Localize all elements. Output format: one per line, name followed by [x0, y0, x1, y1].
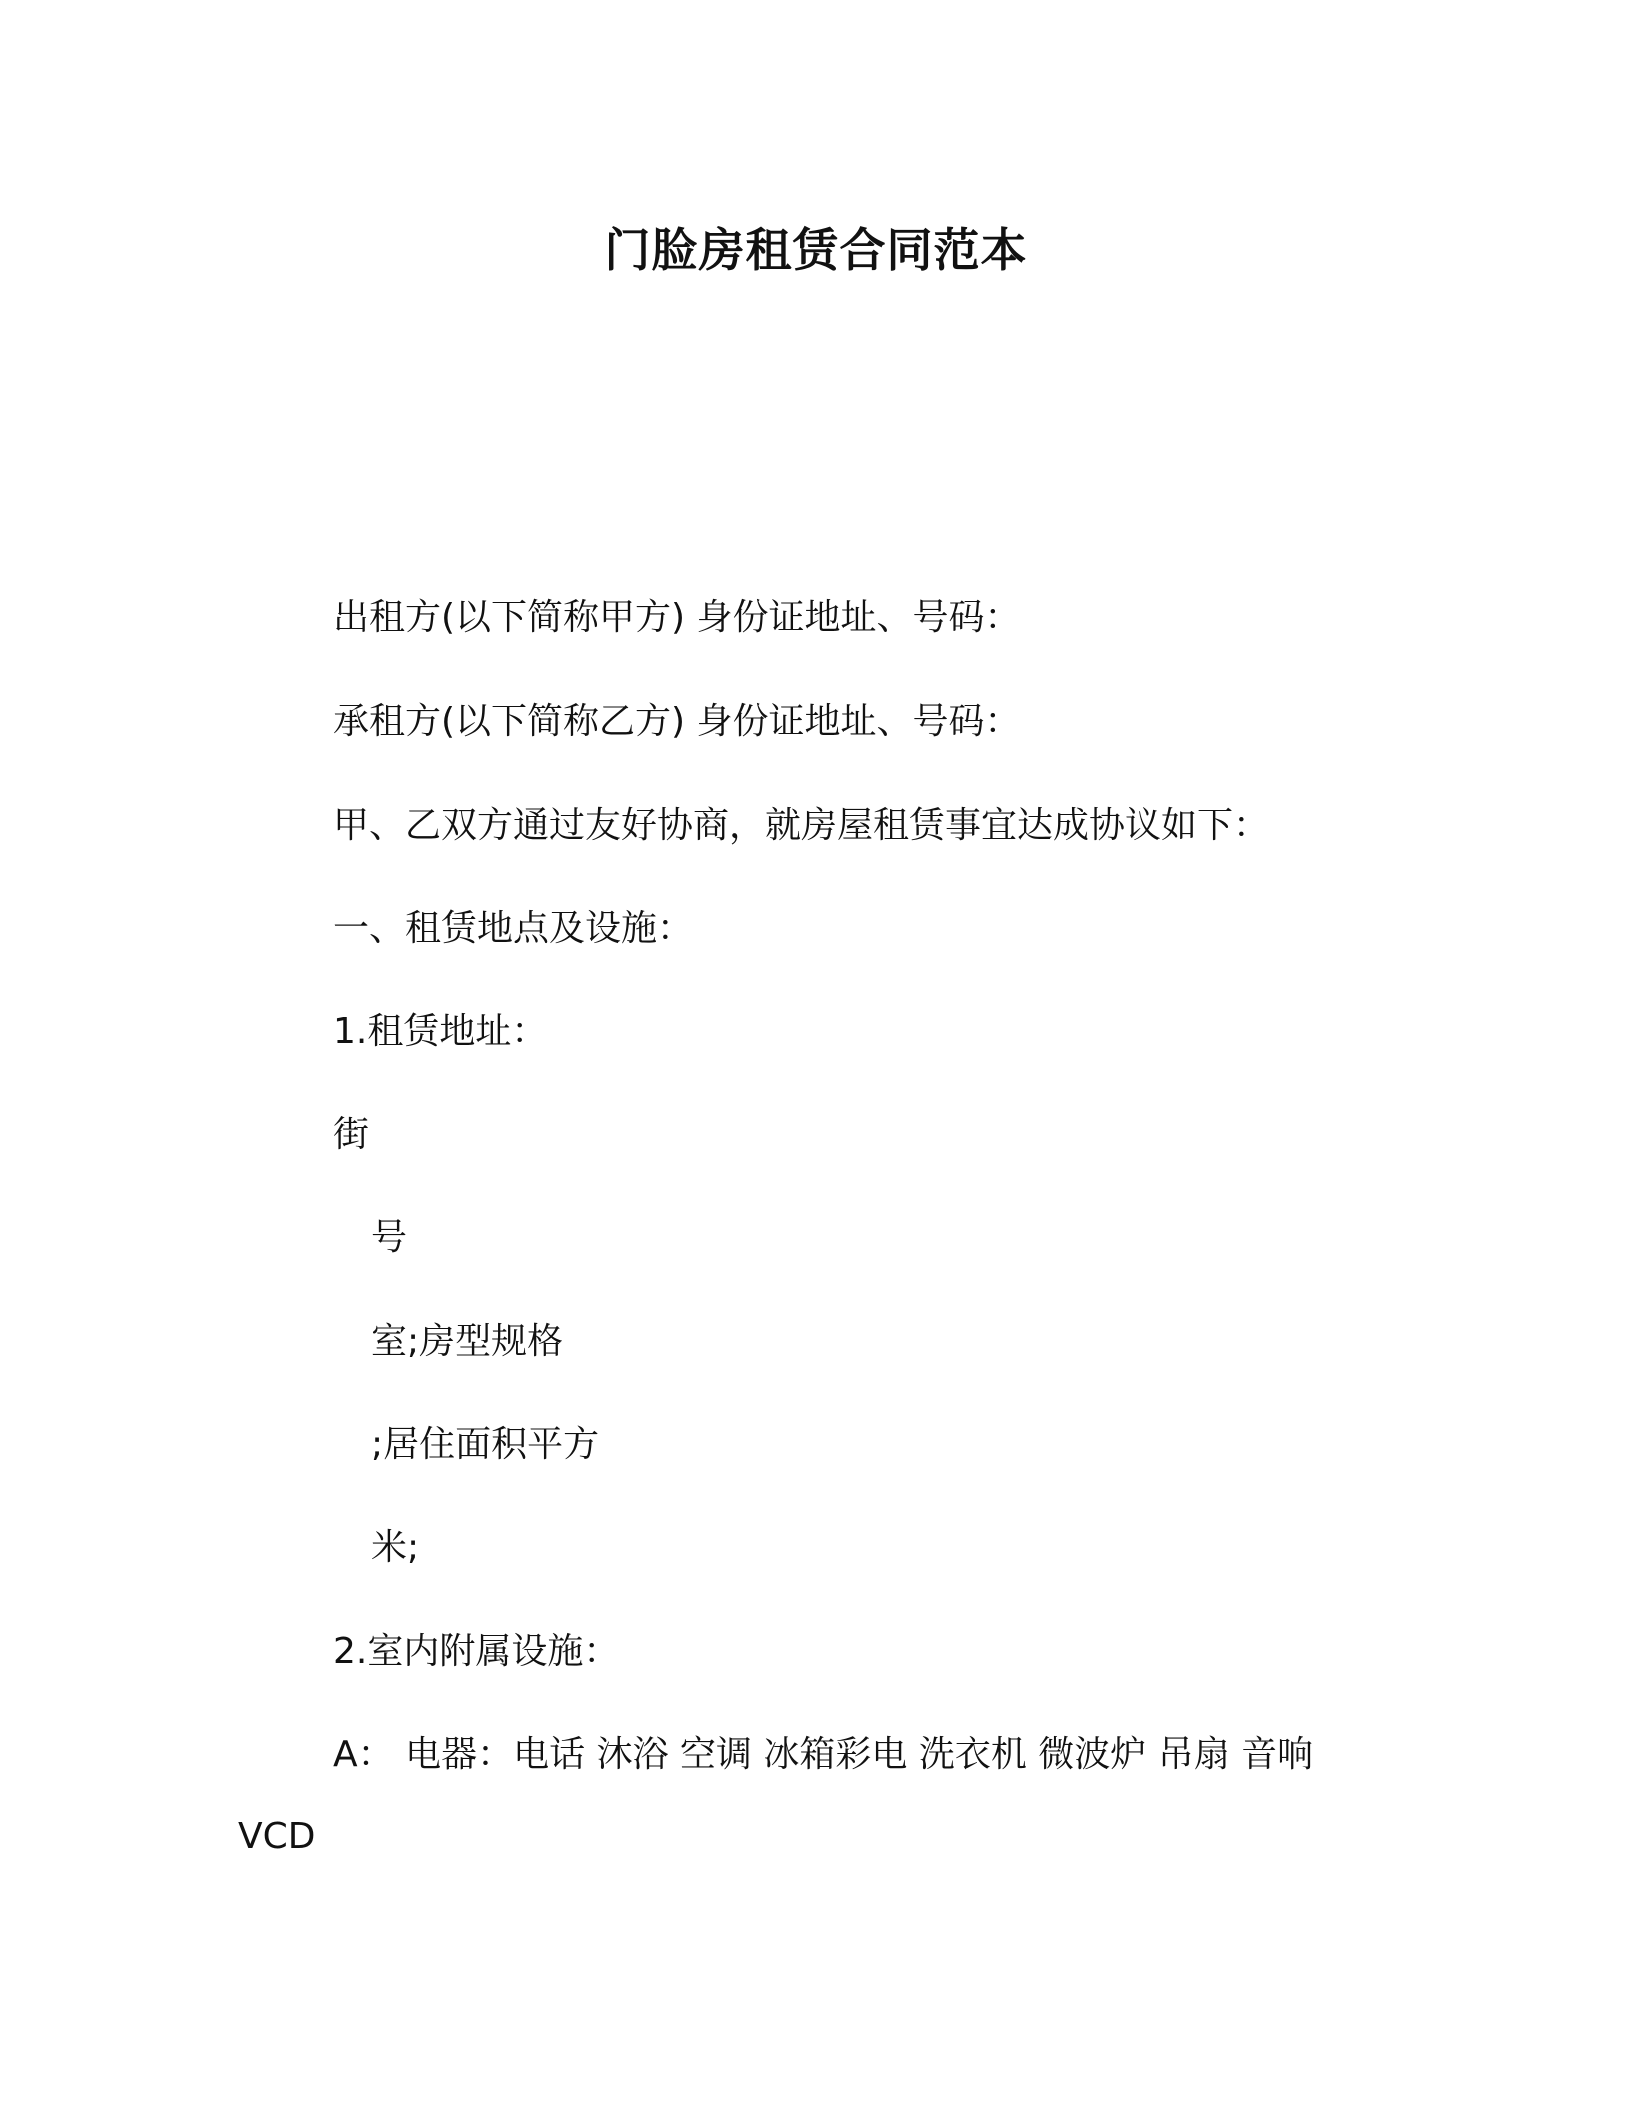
address-street: 街	[333, 1114, 370, 1155]
section-heading-1: 一、租赁地点及设施：	[333, 908, 694, 949]
item-indoor-facilities: 2.室内附属设施：	[333, 1631, 620, 1672]
agreement-intro: 甲、乙双方通过友好协商，就房屋租赁事宜达成协议如下：	[333, 805, 1270, 846]
address-living-area: ;居住面积平方	[371, 1424, 600, 1465]
address-room-type: 室;房型规格	[371, 1321, 564, 1362]
item-rental-address: 1.租赁地址：	[333, 1011, 548, 1052]
address-number: 号	[371, 1217, 408, 1258]
lessee-line: 承租方(以下简称乙方) 身份证地址、号码：	[333, 701, 1021, 742]
document-title: 门脸房租赁合同范本	[604, 223, 1028, 277]
lessor-line: 出租方(以下简称甲方) 身份证地址、号码：	[333, 597, 1021, 638]
appliances-list-continued: VCD	[238, 1816, 316, 1857]
appliances-list: A： 电器：电话 沐浴 空调 冰箱彩电 洗衣机 微波炉 吊扇 音响	[333, 1734, 1314, 1775]
address-area-unit: 米;	[371, 1527, 420, 1568]
